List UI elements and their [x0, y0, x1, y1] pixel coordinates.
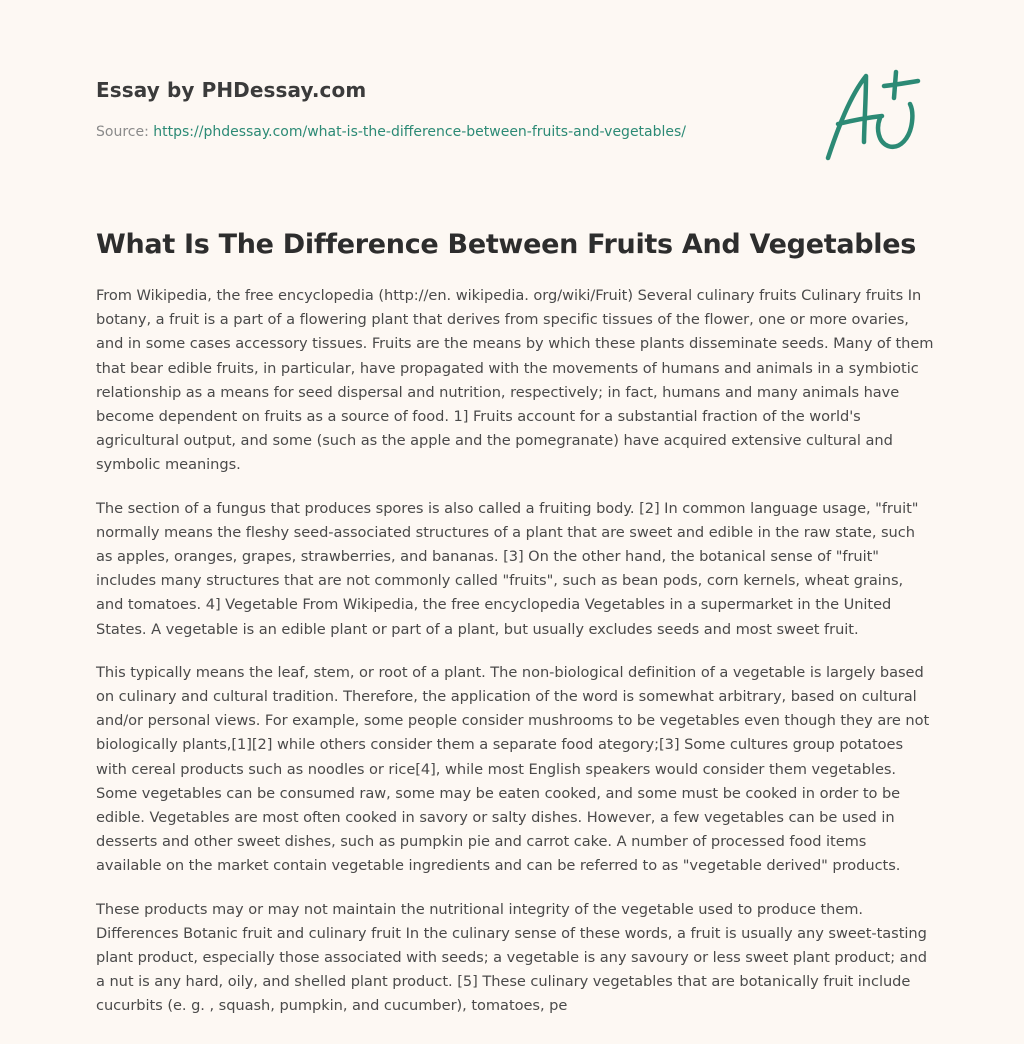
article-body: [96, 284, 934, 1038]
article-paragraph: These products may or may not maintain the nutritional integrity of the vegetable used to produce them. Differences Botanic fruit and culinary fruit In the culinary sense of these words, a fruit is usually any sweet-tasting plant product, especially those associated with seeds; a vegetable is any savoury or less sweet plant product; and a nut is any hard, oily, and shelled plant product. [5] These culinary vegetables that are botanically fruit include cucurbits (e. g. , squash, pumpkin, and cucumber), tomatoes, pe: [96, 900, 927, 1015]
page-title: What Is The Difference Between Fruits And Vegetables: [96, 229, 917, 260]
source-label: Source:: [96, 124, 154, 140]
article-paragraph: This typically means the leaf, stem, or root of a plant. The non-biological definition of a vegetable is largely based on culinary and cultural tradition. Therefore, the application of the word is somewhat arbitrary, based on cultural and/or personal views. For example, some people consider mushrooms to be vegetables even though they are not biologically plants,[1][2] while others consider them a separate food ategory;[3] Some cultures group potatoes with cereal products such as noodles or rice[4], while most English speakers would consider them vegetables. Some vegetables can be consumed raw, some may be eaten cooked, and some must be cooked in order to be edible. Vegetables are most often cooked in savory or salty dishes. However, a few vegetables can be used in desserts and other sweet dishes, such as pumpkin pie and carrot cake. A number of processed food items available on the market contain vegetable ingredients and can be referred to as "vegetable derived" products.: [96, 663, 930, 875]
page-header: [96, 76, 796, 142]
site-brand: Essay by PHDessay.com: [96, 78, 367, 102]
a-plus-icon: [820, 66, 930, 166]
source-link[interactable]: https://phdessay.com/what-is-the-difference-between-fruits-and-vegetables/: [153, 124, 687, 140]
article-paragraph: The section of a fungus that produces spores is also called a fruiting body. [2] In common language usage, "fruit" normally means the fleshy seed-associated structures of a plant that are sweet and edible in the raw state, such as apples, oranges, grapes, strawberries, and bananas. [3] On the other hand, the botanical sense of "fruit" includes many structures that are not commonly called "fruits", such as bean pods, corn kernels, wheat grains, and tomatoes. 4] Vegetable From Wikipedia, the free encyclopedia Vegetables in a supermarket in the United States. A vegetable is an edible plant or part of a plant, but usually excludes seeds and most sweet fruit.: [96, 499, 919, 638]
article-paragraph: From Wikipedia, the free encyclopedia (http://en. wikipedia. org/wiki/Fruit) Several culinary fruits Culinary fruits In botany, a fruit is a part of a flowering plant that derives from specific tissues of the flower, one or more ovaries, and in some cases accessory tissues. Fruits are the means by which these plants disseminate seeds. Many of them that bear edible fruits, in particular, have propagated with the movements of humans and animals in a symbiotic relationship as a means for seed dispersal and nutrition, respectively; in fact, humans and many animals have become dependent on fruits as a source of food. 1] Fruits account for a substantial fraction of the world's agricultural output, and some (such as the apple and the pomegranate) have acquired extensive cultural and symbolic meanings.: [96, 287, 934, 474]
source-line: [96, 122, 796, 142]
